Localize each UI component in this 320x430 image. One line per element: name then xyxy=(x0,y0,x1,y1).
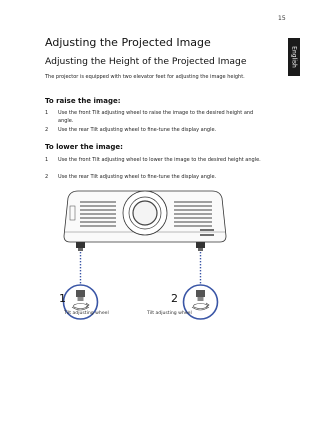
language-tab xyxy=(288,38,300,76)
step-number: 1 xyxy=(45,157,49,163)
section-title: Adjusting the Height of the Projected Image xyxy=(45,56,247,67)
step-text: Use the front Tilt adjusting wheel to lower the image to the desired height angle. xyxy=(58,157,261,163)
step-number: 2 xyxy=(45,127,49,133)
step-text: Use the front Tilt adjusting wheel to raise the image to the desired height and angle. xyxy=(58,110,254,124)
step-text: Use the rear Tilt adjusting wheel to fine-tune the display angle. xyxy=(58,127,217,133)
step-number: 1 xyxy=(45,110,49,116)
lower-step xyxy=(45,157,265,165)
raise-heading: To raise the image: xyxy=(45,97,121,105)
raise-step xyxy=(45,110,265,125)
rear-foot-icon xyxy=(196,242,205,251)
language-tab-label: English xyxy=(290,46,298,68)
front-foot-icon xyxy=(76,242,85,251)
callout-number-left: 1 xyxy=(59,292,66,305)
callout-number-right: 2 xyxy=(171,292,178,305)
step-text: Use the rear Tilt adjusting wheel to fine-tune the display angle. xyxy=(58,174,217,180)
projector-diagram xyxy=(50,186,240,326)
right-vents-icon xyxy=(174,202,212,226)
caption-left: Tilt adjusting wheel xyxy=(64,311,109,316)
step-number: 2 xyxy=(45,174,49,180)
lens-icon xyxy=(123,191,167,235)
raise-step xyxy=(45,127,265,135)
left-vents-icon xyxy=(80,202,116,226)
lower-step xyxy=(45,174,265,182)
lower-heading: To lower the image: xyxy=(45,143,123,151)
page-title: Adjusting the Projected Image xyxy=(45,36,211,49)
page-number: 15 xyxy=(278,15,286,22)
caption-right: Tilt adjusting wheel xyxy=(147,311,192,316)
intro-paragraph: The projector is equipped with two elevator feet for adjusting the image height. xyxy=(45,74,245,80)
